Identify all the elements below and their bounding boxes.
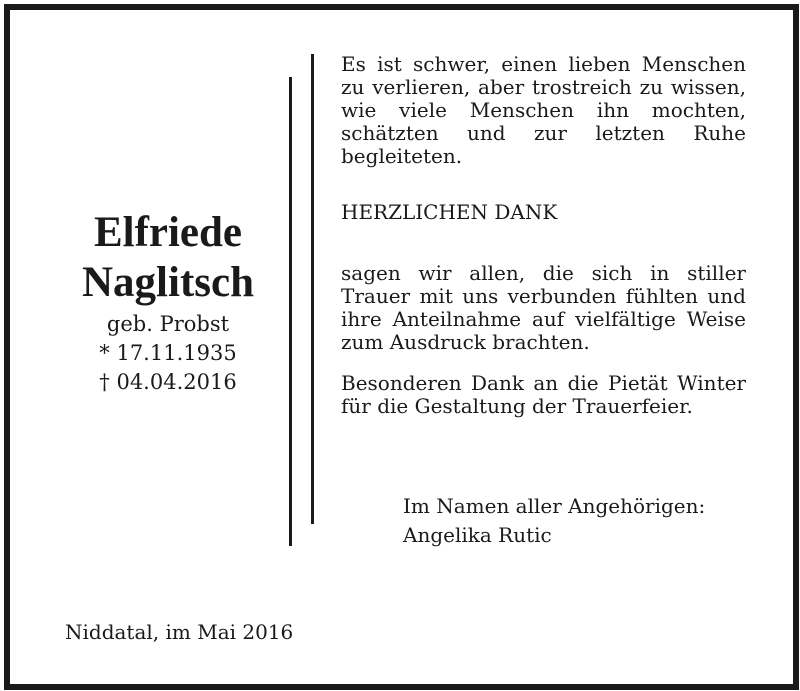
special-thanks-text: Besonderen Dank an die Pietät Winter für die Gestaltung der Trauerfeier. [341,371,746,418]
divider-right [311,54,314,524]
signature-name: Angelika Rutic [403,523,552,547]
intro-text: Es ist schwer, einen lieben Menschen zu verlieren, aber trostreich zu wissen, wie viele Menschen ihn mochten, schätzten und zur letzten Ruhe begleiteten. [341,52,746,168]
last-name: Naglitsch [82,259,254,306]
signature-line: Im Namen aller Angehörigen: [403,494,706,518]
death-date: † 04.04.2016 [99,370,237,394]
notice-frame [4,4,799,690]
first-name: Elfriede [93,209,243,256]
birth-date: * 17.11.1935 [99,341,237,365]
birth-name: geb. Probst [106,312,230,336]
divider-left [289,77,292,546]
deceased-block [18,208,318,397]
thanks-heading: HERZLICHEN DANK [341,200,558,224]
place-date: Niddatal, im Mai 2016 [65,620,294,644]
thanks-text: sagen wir allen, die sich in stiller Trauer mit uns verbunden fühlten und ihre Anteilnahme auf vielfältige Weise zum Ausdruck brachten. [341,261,746,354]
